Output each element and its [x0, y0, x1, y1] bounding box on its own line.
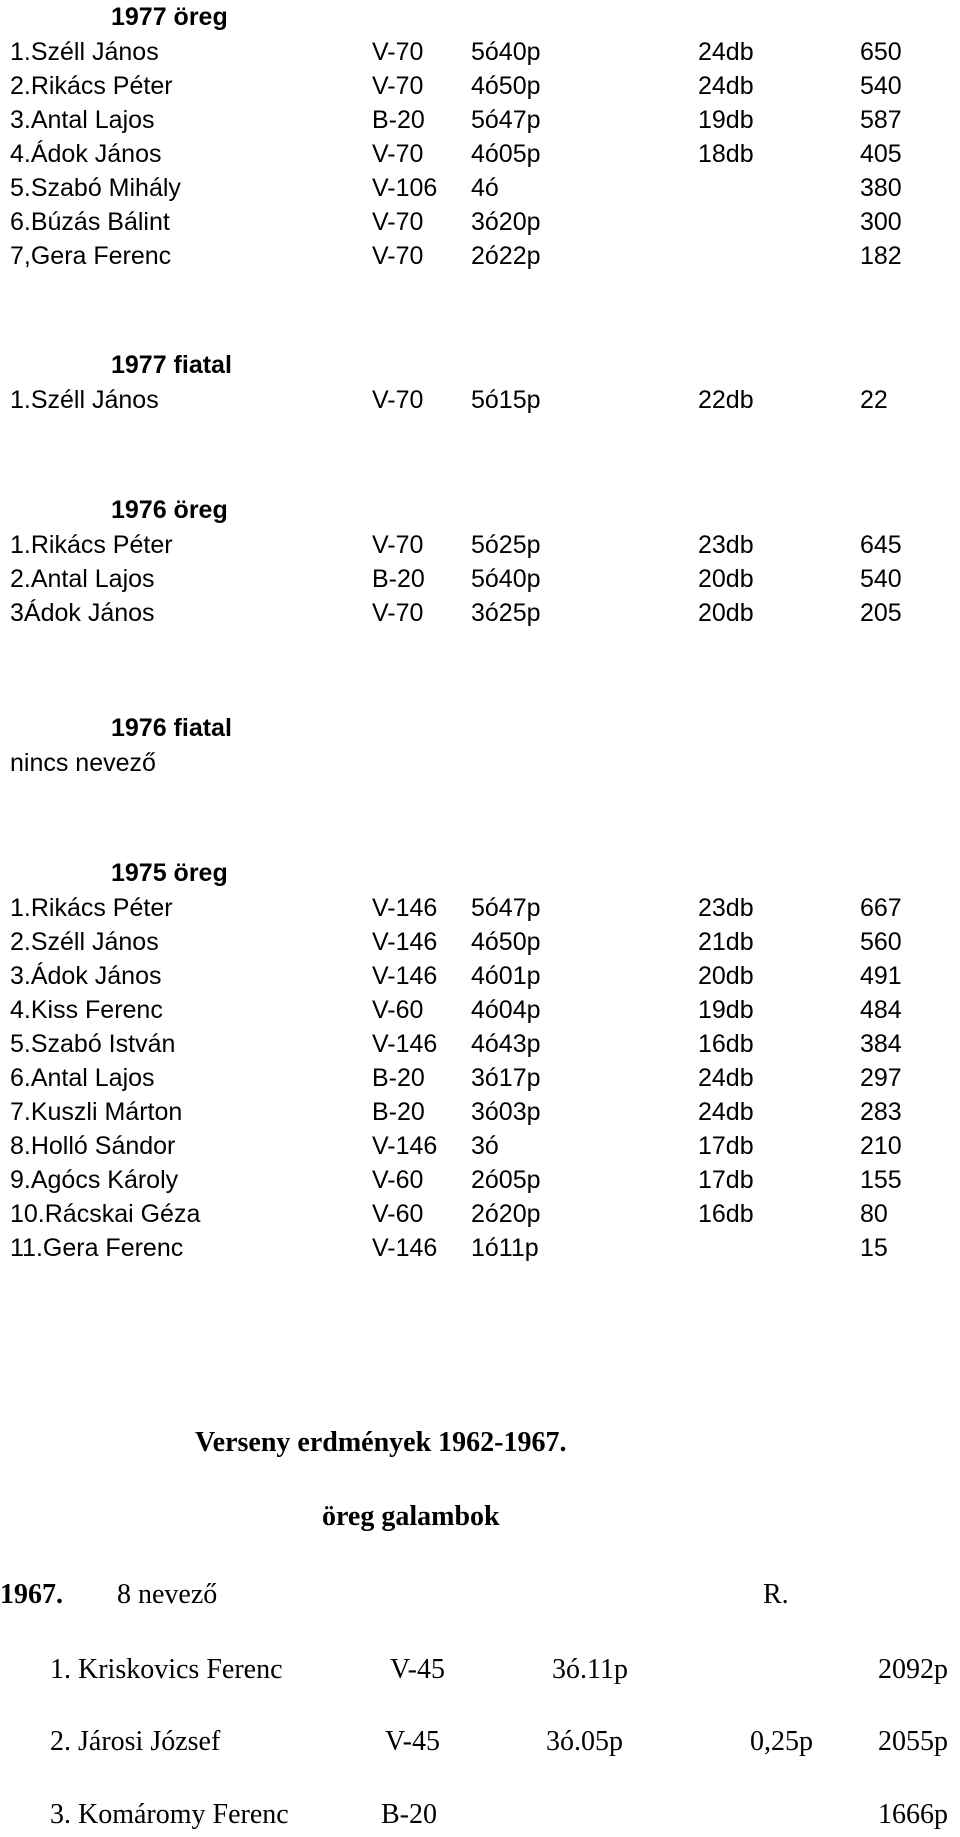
row-count: 23db	[698, 531, 754, 559]
section-title: 1975 öreg	[111, 859, 228, 887]
row-score: 645	[860, 531, 902, 559]
section-title: 1976 öreg	[111, 496, 228, 524]
row-name: 7,Gera Ferenc	[10, 242, 172, 270]
row-name: 3Ádok János	[10, 599, 155, 627]
row-ring: B-20	[372, 1098, 425, 1126]
row-ring: V-146	[372, 894, 438, 922]
row-count: 16db	[698, 1200, 754, 1228]
row-name: 2.Széll János	[10, 928, 159, 956]
row-count: 17db	[698, 1166, 754, 1194]
row-ring: V-146	[372, 1030, 438, 1058]
row-count: 24db	[698, 1098, 754, 1126]
row-score: 587	[860, 106, 902, 134]
row-ring: V-146	[372, 1132, 438, 1160]
row-time: 3ó	[471, 1132, 499, 1160]
results-entrants: 8 nevező	[117, 1579, 218, 1610]
row-ring: V-70	[372, 140, 424, 168]
row-time: 2ó22p	[471, 242, 541, 270]
row-name: 3.Ádok János	[10, 962, 162, 990]
row-score: 1666p	[878, 1799, 948, 1830]
row-name: 2.Antal Lajos	[10, 565, 155, 593]
row-score: 540	[860, 565, 902, 593]
row-score: 560	[860, 928, 902, 956]
row-score: 155	[860, 1166, 902, 1194]
row-ring: V-146	[372, 928, 438, 956]
row-time: 4ó04p	[471, 996, 541, 1024]
section-title: 1977 fiatal	[111, 351, 232, 379]
row-extra: 0,25p	[750, 1726, 813, 1757]
row-score: 667	[860, 894, 902, 922]
row-time: 4ó43p	[471, 1030, 541, 1058]
row-time: 2ó05p	[471, 1166, 541, 1194]
row-name: 1. Kriskovics Ferenc	[50, 1654, 283, 1685]
row-name: 1.Rikács Péter	[10, 894, 173, 922]
row-count: 23db	[698, 894, 754, 922]
row-count: 22db	[698, 386, 754, 414]
row-score: 380	[860, 174, 902, 202]
row-ring: B-20	[381, 1799, 437, 1830]
row-score: 2055p	[878, 1726, 948, 1757]
row-time: 5ó47p	[471, 106, 541, 134]
row-score: 2092p	[878, 1654, 948, 1685]
row-time: 3ó.11p	[552, 1654, 628, 1685]
row-ring: B-20	[372, 1064, 425, 1092]
row-score: 283	[860, 1098, 902, 1126]
row-time: 5ó40p	[471, 38, 541, 66]
row-count: 20db	[698, 962, 754, 990]
row-name: 7.Kuszli Márton	[10, 1098, 183, 1126]
row-time: 5ó47p	[471, 894, 541, 922]
row-count: 17db	[698, 1132, 754, 1160]
section-note: nincs nevező	[10, 749, 156, 777]
row-name: 3.Antal Lajos	[10, 106, 155, 134]
row-name: 6.Búzás Bálint	[10, 208, 170, 236]
row-ring: V-70	[372, 386, 424, 414]
row-time: 3ó03p	[471, 1098, 541, 1126]
row-name: 5.Szabó István	[10, 1030, 176, 1058]
row-name: 5.Szabó Mihály	[10, 174, 181, 202]
section-title: 1976 fiatal	[111, 714, 232, 742]
results-rank-label: R.	[763, 1579, 789, 1610]
row-score: 405	[860, 140, 902, 168]
row-name: 4.Kiss Ferenc	[10, 996, 163, 1024]
row-name: 2. Járosi József	[50, 1726, 221, 1757]
row-score: 210	[860, 1132, 902, 1160]
row-score: 205	[860, 599, 902, 627]
row-score: 650	[860, 38, 902, 66]
row-ring: V-60	[372, 1200, 424, 1228]
row-count: 20db	[698, 565, 754, 593]
section-title: 1977 öreg	[111, 3, 228, 31]
row-score: 182	[860, 242, 902, 270]
results-year: 1967.	[0, 1579, 63, 1610]
row-name: 10.Rácskai Géza	[10, 1200, 201, 1228]
row-score: 384	[860, 1030, 902, 1058]
results-subtitle: öreg galambok	[322, 1501, 500, 1532]
row-ring: V-45	[385, 1726, 440, 1757]
row-ring: V-70	[372, 38, 424, 66]
row-ring: V-70	[372, 531, 424, 559]
row-ring: V-70	[372, 208, 424, 236]
row-time: 4ó	[471, 174, 499, 202]
row-count: 24db	[698, 72, 754, 100]
row-time: 5ó40p	[471, 565, 541, 593]
row-time: 3ó.05p	[546, 1726, 623, 1757]
row-score: 297	[860, 1064, 902, 1092]
row-ring: V-146	[372, 1234, 438, 1262]
row-time: 4ó50p	[471, 72, 541, 100]
row-time: 3ó25p	[471, 599, 541, 627]
row-name: 1.Széll János	[10, 386, 159, 414]
row-name: 6.Antal Lajos	[10, 1064, 155, 1092]
row-name: 8.Holló Sándor	[10, 1132, 176, 1160]
row-count: 21db	[698, 928, 754, 956]
row-name: 11.Gera Ferenc	[10, 1234, 184, 1262]
row-count: 24db	[698, 1064, 754, 1092]
row-count: 19db	[698, 106, 754, 134]
row-time: 5ó25p	[471, 531, 541, 559]
row-count: 19db	[698, 996, 754, 1024]
row-ring: V-45	[390, 1654, 445, 1685]
row-score: 15	[860, 1234, 888, 1262]
row-name: 9.Agócs Károly	[10, 1166, 179, 1194]
row-count: 24db	[698, 38, 754, 66]
row-time: 3ó20p	[471, 208, 541, 236]
row-time: 4ó50p	[471, 928, 541, 956]
row-score: 22	[860, 386, 888, 414]
row-ring: V-70	[372, 72, 424, 100]
row-name: 3. Komáromy Ferenc	[50, 1799, 289, 1830]
row-name: 4.Ádok János	[10, 140, 162, 168]
row-ring: V-60	[372, 996, 424, 1024]
row-time: 4ó01p	[471, 962, 541, 990]
row-time: 3ó17p	[471, 1064, 541, 1092]
row-time: 5ó15p	[471, 386, 541, 414]
row-name: 1.Rikács Péter	[10, 531, 173, 559]
row-time: 4ó05p	[471, 140, 541, 168]
row-score: 300	[860, 208, 902, 236]
row-count: 18db	[698, 140, 754, 168]
row-time: 1ó11p	[471, 1234, 539, 1262]
row-ring: B-20	[372, 106, 425, 134]
row-score: 484	[860, 996, 902, 1024]
row-time: 2ó20p	[471, 1200, 541, 1228]
row-count: 16db	[698, 1030, 754, 1058]
row-ring: V-70	[372, 599, 424, 627]
row-ring: B-20	[372, 565, 425, 593]
row-ring: V-146	[372, 962, 438, 990]
row-score: 540	[860, 72, 902, 100]
row-name: 1.Széll János	[10, 38, 159, 66]
results-title: Verseny erdmények 1962-1967.	[195, 1427, 567, 1458]
row-ring: V-70	[372, 242, 424, 270]
row-name: 2.Rikács Péter	[10, 72, 173, 100]
row-ring: V-106	[372, 174, 438, 202]
row-score: 491	[860, 962, 902, 990]
row-score: 80	[860, 1200, 888, 1228]
row-ring: V-60	[372, 1166, 424, 1194]
row-count: 20db	[698, 599, 754, 627]
